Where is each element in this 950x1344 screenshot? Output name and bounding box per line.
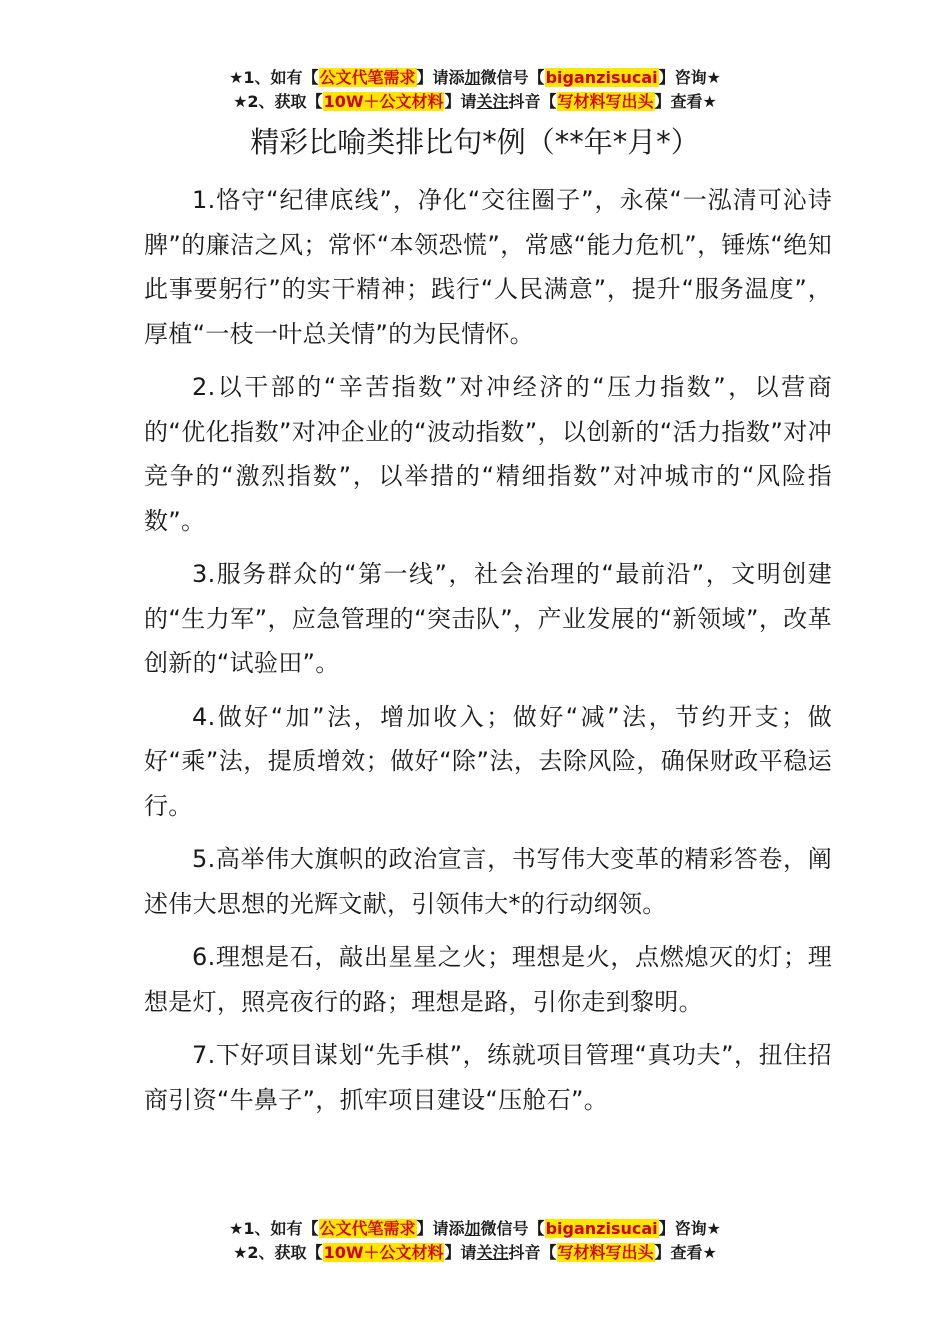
banner-underlined-text: 关注 [476,1243,509,1262]
banner-text: 】请添 [416,1219,465,1238]
banner-text: 抖音【 [508,1243,557,1262]
banner-line-2 [0,1241,950,1265]
banner-underlined-text: 关注 [476,92,509,111]
banner-text: ★1、如有【 [229,68,319,87]
banner-line-1 [0,66,950,90]
paragraph-1: 1.恪守“纪律底线”，净化“交往圈子”，永葆“一泓清可沁诗脾”的廉洁之风；常怀“本领恐慌”，常感“能力危机”，锤炼“绝知此事要躬行”的实干精神；践行“人民满意”，提升“服务温度”，厚植“一枝一叶总关情”的为民情怀。 [144,186,832,348]
header-banner [0,66,950,114]
paragraph-3: 3.服务群众的“第一线”，社会治理的“最前沿”，文明创建的“生力军”，应急管理的“突击队”，产业发展的“新领域”，改革创新的“试验田”。 [144,560,832,677]
banner-line-2 [0,90,950,114]
banner-text: 微信号【 [480,1219,545,1238]
banner-text: 】查看★ [654,1243,717,1262]
paragraph-4: 4.做好“加”法，增加收入；做好“减”法，节约开支；做好“乘”法，提质增效；做好“除”法，去除风险，确保财政平稳运行。 [144,702,832,820]
document-body [144,178,832,1131]
banner-text: ★1、如有【 [229,1219,319,1238]
banner-text: 微信号【 [480,68,545,87]
banner-text: 抖音【 [508,92,557,111]
banner-text: 】咨询★ [658,1219,721,1238]
highlight-ghostwriting: 公文代笔需求 [319,1219,416,1238]
banner-text: 】请 [444,92,477,111]
banner-line-1 [0,1217,950,1241]
banner-text: ★2、获取【 [233,92,323,111]
paragraph-7: 7.下好项目谋划“先手棋”，练就项目管理“真功夫”，扭住招商引资“牛鼻子”，抓牢项目建设“压舱石”。 [144,1041,832,1114]
highlight-douyin-account: 写材料写出头 [557,1243,654,1262]
banner-text: 】咨询★ [658,68,721,87]
highlight-materials: 10W＋公文材料 [323,1243,444,1262]
footer-banner [0,1217,950,1265]
banner-underlined-text: 加 [464,68,481,87]
highlight-materials: 10W＋公文材料 [323,92,444,111]
highlight-ghostwriting: 公文代笔需求 [319,68,416,87]
highlight-douyin-account: 写材料写出头 [557,92,654,111]
paragraph-5: 5.高举伟大旗帜的政治宣言，书写伟大变革的精彩答卷，阐述伟大思想的光辉文献，引领伟大*的行动纲领。 [144,845,832,918]
paragraph-6: 6.理想是石，敲出星星之火；理想是火，点燃熄灭的灯；理想是灯，照亮夜行的路；理想是路，引你走到黎明。 [144,943,832,1016]
banner-text: 】请 [444,1243,477,1262]
highlight-wechat-id: biganzisucai [545,68,658,87]
document-title: 精彩比喻类排比句*例（**年*月*） [250,125,700,159]
banner-text: ★2、获取【 [233,1243,323,1262]
banner-text: 】请添 [416,68,465,87]
banner-underlined-text: 加 [464,1219,481,1238]
banner-text: 】查看★ [654,92,717,111]
highlight-wechat-id: biganzisucai [545,1219,658,1238]
paragraph-2: 2.以干部的“辛苦指数”对冲经济的“压力指数”，以营商的“优化指数”对冲企业的“波动指数”，以创新的“活力指数”对冲竞争的“激烈指数”，以举措的“精细指数”对冲城市的“风险指数”。 [144,373,832,535]
